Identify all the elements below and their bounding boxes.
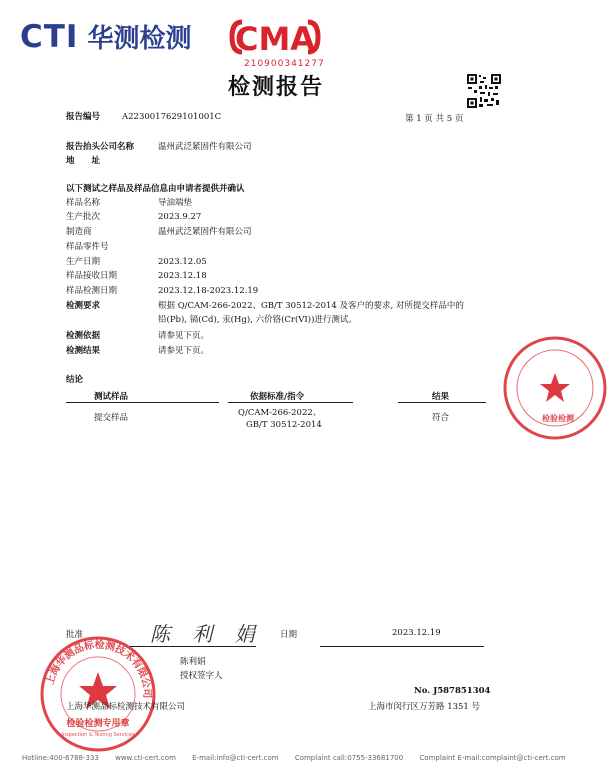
footer <box>22 754 566 762</box>
field-label: 生产批次 <box>66 212 101 222</box>
field-value: 2023.9.27 <box>158 212 202 222</box>
cti-logo <box>20 18 192 55</box>
approve-label: 批准 <box>66 630 84 640</box>
stamp-seal-main <box>36 632 160 756</box>
field-label: 样品零件号 <box>66 242 109 252</box>
field-value: 导油端垫 <box>158 198 193 208</box>
col-header-result: 结果 <box>432 392 450 402</box>
basis-value: 请参见下页。 <box>158 331 210 341</box>
row-sample: 提交样品 <box>94 413 129 423</box>
stamp-ring-text: 上海华测品标检测技术有限公司 <box>44 639 153 699</box>
client-label: 报告抬头公司名称 <box>66 142 135 152</box>
footer-complaint-email[interactable]: Complaint E-mail:complaint@cti-cert.com <box>419 754 566 762</box>
table-rule <box>228 402 353 403</box>
client-value: 温州武泛紧固件有限公司 <box>158 142 252 152</box>
row-standard-1: Q/CAM-266-2022、 <box>238 408 322 418</box>
signature: 陈 利 娟 <box>150 622 263 646</box>
field-label: 生产日期 <box>66 257 101 267</box>
result-label: 检测结果 <box>66 346 101 356</box>
field-value: 温州武泛紧固件有限公司 <box>158 227 252 237</box>
requirement-label: 检测要求 <box>66 301 101 311</box>
field-label: 制造商 <box>66 227 92 237</box>
field-value: 2023.12.18 <box>158 271 207 281</box>
table-rule <box>398 402 486 403</box>
date-label: 日期 <box>280 630 298 640</box>
basis-label: 检测依据 <box>66 331 101 341</box>
cma-logo <box>230 16 320 58</box>
cma-number: 210900341277 <box>244 59 325 69</box>
field-label: 样品检测日期 <box>66 286 118 296</box>
address-label: 地 址 <box>66 156 101 166</box>
signer-name: 陈利娟 <box>180 657 206 667</box>
footer-complaint-call: Complaint call:0755-33681700 <box>294 754 404 762</box>
requirement-line-1: 根据 Q/CAM-266-2022、GB/T 30512-2014 及客户的要求, 对所提交样品中的 <box>158 301 464 311</box>
date-value: 2023.12.19 <box>392 628 441 638</box>
requirement-line-2: 铅(Pb), 镉(Cd), 汞(Hg), 六价铬(Cr(VI))进行测试。 <box>158 315 357 325</box>
field-label: 样品接收日期 <box>66 271 118 281</box>
footer-hotline: Hotline:400-6788-333 <box>22 754 99 762</box>
date-line <box>320 646 484 647</box>
company-no: No. J587851304 <box>414 686 491 696</box>
report-number: A2230017629101001C <box>122 112 222 122</box>
footer-email[interactable]: E-mail:info@cti-cert.com <box>192 754 279 762</box>
col-header-sample: 测试样品 <box>94 392 129 402</box>
sample-section-heading: 以下测试之样品及样品信息由申请者提供并确认 <box>66 184 245 194</box>
result-value: 请参见下页。 <box>158 346 210 356</box>
field-value: 2023.12.05 <box>158 257 207 267</box>
company-address: 上海市闵行区万芳路 1351 号 <box>368 702 481 712</box>
signer-title: 授权签字人 <box>180 671 223 681</box>
report-number-label: 报告编号 <box>66 112 101 122</box>
cti-logo-cn: 华测检测 <box>87 24 192 54</box>
field-value: 2023.12.18-2023.12.19 <box>158 286 259 296</box>
footer-website[interactable]: www.cti-cert.com <box>115 754 176 762</box>
table-rule <box>66 402 219 403</box>
svg-text:检验检测: 检验检测 <box>542 414 574 423</box>
stamp-seal-right <box>500 333 610 443</box>
field-label: 样品名称 <box>66 198 101 208</box>
report-title: 检测报告 <box>228 75 325 100</box>
row-standard-2: GB/T 30512-2014 <box>246 420 322 430</box>
cti-logo-text: CTI <box>20 19 79 55</box>
stamp-en-text: Inspection & Testing Services <box>61 732 135 738</box>
qr-code <box>466 73 502 109</box>
page-info: 第 1 页 共 5 页 <box>405 114 464 124</box>
col-header-standard: 依据标准/指令 <box>250 392 305 402</box>
company-name: 上海华测品标检测技术有限公司 <box>66 702 186 712</box>
stamp-sub-text: 检验检测专用章 <box>66 719 130 729</box>
conclusion-heading: 结论 <box>66 375 84 385</box>
row-result: 符合 <box>432 413 450 423</box>
cma-text: CMA <box>234 20 316 58</box>
